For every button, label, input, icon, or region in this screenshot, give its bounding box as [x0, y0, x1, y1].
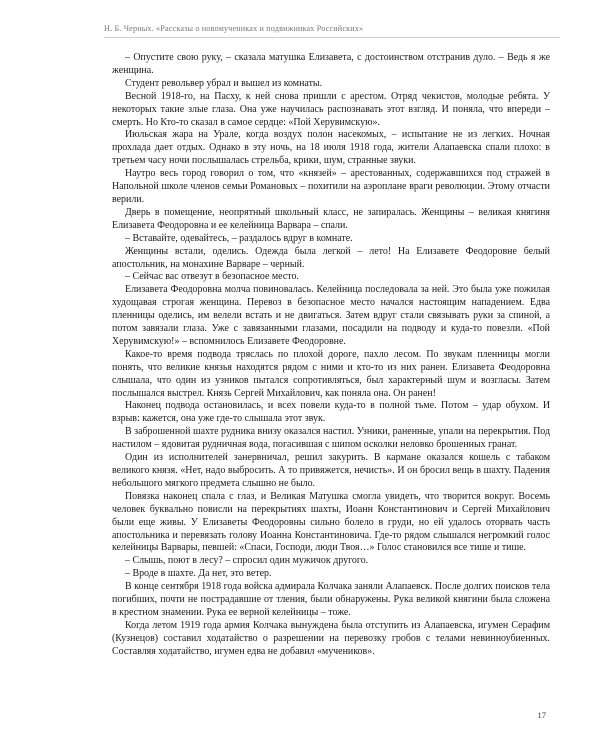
paragraph: Наутро весь город говорил о том, что «князей» – арестованных, содержавшихся под стражей в Напольной школе членов семьи Романовых – похитили на аэроплане враги революции. Этому отчасти верили. [112, 168, 550, 205]
paragraph: – Слышь, поют в лесу? – спросил один мужичок другого. [125, 555, 369, 567]
paragraph: Студент револьвер убрал и вышел из комнаты. [125, 77, 323, 89]
paragraph: В конце сентября 1918 года войска адмирала Колчака заняли Алапаевск. После долгих поисков тела погибших, почти не пострадавшие от тления, были обнаружены. Рука великой княгини была сложена в крестном знамении. Рука ее верной келейницы – тоже. [112, 581, 550, 618]
paragraph: Весной 1918-го, на Пасху, к ней снова пришли с арестом. Отряд чекистов, молодые ребята. У некоторых такие злые глаза. Она уже научилась распознавать этот взгляд. И поняла, что впереди – смерть. Но Кто-то сказал в самое сердце: «Пой Херувимскую». [112, 90, 550, 128]
paragraph: Дверь в помещение, неопрятный школьный класс, не запиралась. Женщины – великая княгиня Елизавета Феодоровна и ее келейница Варвара – спали. [112, 206, 550, 231]
paragraph: Наконец подвода остановилась, и всех повели куда-то в полной тьме. Потом – удар обухом. И взрыв: кажется, она уже где-то слышала этот звук. [112, 400, 550, 425]
body-text [112, 52, 550, 659]
paragraph: – Вставайте, одевайтесь, – раздалось вдруг в комнате. [125, 232, 353, 244]
running-header: Н. Б. Черных. «Рассказы о новомучениках и подвижниках Российских» [104, 24, 364, 33]
paragraph: Женщины встали, оделись. Одежда была легкой – лето! На Елизавете Феодоровне белый апостольник, на монахине Варваре – черный. [112, 245, 550, 270]
paragraph: – Вроде в шахте. Да нет, это ветер. [125, 568, 272, 580]
page-number: 17 [537, 710, 546, 720]
paragraph: Елизавета Феодоровна молча повиновалась. Келейница последовала за ней. Это была уже пожилая худощавая строгая женщина. Перевоз в безопасное место начался настоящим нападением. Едва пленницы оделись, им велели встать и не двигаться. Затем вдруг стали связывать руки за спиной, а потом завязали глаза. Уже с завязанными глазами, посадили на подводу и куда-то повезли. «Пой Херувимскую!» – вспомнилось Елизавете Феодоровне. [112, 284, 550, 347]
paragraph: Какое-то время подвода тряслась по плохой дороге, пахло лесом. По звукам пленницы могли понять, что великие князья находятся рядом с ними и кто-то из них ранен. Елизавета Феодоровна слышала, что один из узников пытался сопротивляться, был характерный шум и возгласы. Затем послышался выстрел. Князь Сергей Михайлович, как поняла она. Он ранен! [112, 348, 550, 399]
header-divider [104, 37, 560, 38]
paragraph: – Сейчас вас отвезут в безопасное место. [125, 271, 299, 283]
paragraph: Когда летом 1919 года армия Колчака вынуждена была отступить из Алапаевска, игумен Серафим (Кузнецов) составил ходатайство о разрешении на перевозку гробов с телами невинноубиенных. Составляя ходатайство, игумен едва не добавил «мучеников». [112, 619, 550, 657]
paragraph: В заброшенной шахте рудника внизу оказался настил. Узники, раненные, упали на перекрытия. Под настилом – ядовитая рудничная вода, погасившая с шипом осколки неловко брошенных гранат. [112, 426, 550, 451]
paragraph: – Опустите свою руку, – сказала матушка Елизавета, с достоинством отстранив дуло. – Ведь я же женщина. [112, 52, 550, 76]
paragraph: Повязка наконец спала с глаз, и Великая Матушка смогла увидеть, что творится вокруг. Восемь человек буквально повисли на перекрытиях шахты, Иоанн Константинович и Сергей Михайлович были еще живы. У Елизаветы Феодоровны сильно болело в груди, но ей удалось оторвать часть апостольника и перевязать голову Иоанна Константиновича. Где-то рядом слышался негромкий голос келейницы Варвары, певшей: «Спаси, Господи, люди Твоя…» Голос становился все тише и тише. [112, 490, 550, 554]
paragraph: Июльская жара на Урале, когда воздух полон насекомых, – испытание не из легких. Ночная прохлада дает отдых. Однако в эту ночь, на 18 июля 1918 года, жители Алапаевска спали плохо: в третьем часу ночи послышалась стрельба, крики, шум, странные звуки. [112, 129, 550, 167]
paragraph: Один из исполнителей занервничал, решил закурить. В кармане оказался кошель с табаком великого князя. «Нет, надо выбросить. А то привяжется, нечисть». И он бросил вещь в шахту. Падения небольшого мягкого предмета слышно не было. [112, 452, 550, 489]
